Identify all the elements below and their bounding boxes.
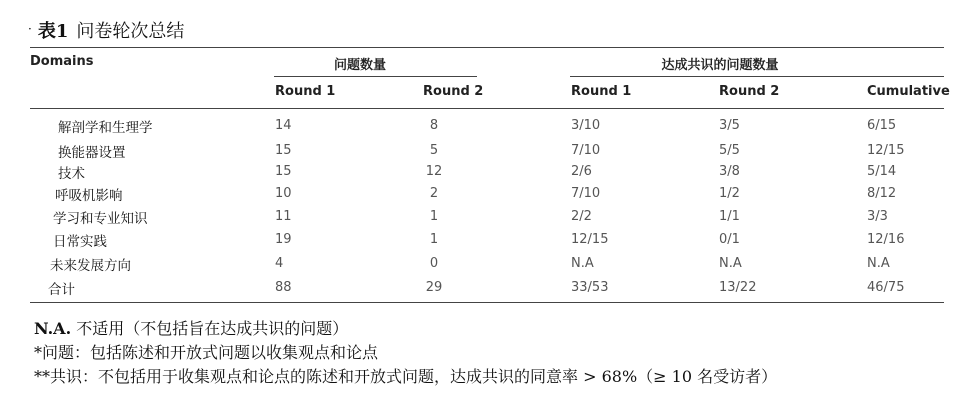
table-cell: N.A (867, 256, 890, 271)
table-cell: 1 (429, 232, 439, 247)
footnote-na-abbr: N.A. (34, 319, 72, 338)
row-label: 日常实践 (53, 234, 107, 250)
header-rule (30, 108, 944, 109)
footnote-question: *问题：包括陈述和开放式问题以收集观点和论点 (34, 343, 379, 362)
table-caption (28, 17, 184, 43)
table-cell: 46/75 (867, 280, 905, 295)
table-cell: 19 (275, 232, 292, 247)
table-cell: 11 (275, 209, 292, 224)
table-cell: 8 (429, 118, 439, 133)
consensus-count-header: 达成共识的问题数量 (661, 58, 779, 73)
table-cell: 10 (275, 186, 292, 201)
table-cell: 33/53 (571, 280, 609, 295)
table-cell: N.A (571, 256, 594, 271)
col-header: Round 2 (423, 84, 484, 99)
table-title: 问卷轮次总结 (76, 21, 185, 42)
table-cell: 7/10 (571, 143, 601, 158)
col-header: Round 2 (719, 84, 780, 99)
table-cell: 6/15 (867, 118, 897, 133)
table-cell: 5/14 (867, 164, 897, 179)
row-label: 换能器设置 (58, 145, 126, 161)
table-cell: 15 (275, 164, 292, 179)
table-cell: 14 (275, 118, 292, 133)
table-cell: 1/2 (719, 186, 740, 201)
footnote-consensus: **共识：不包括用于收集观点和论点的陈述和开放式问题，达成共识的同意率 > 68%（≥ 10 名受访者） (34, 367, 778, 386)
table-cell: 0/1 (719, 232, 740, 247)
table-cell: 2/6 (571, 164, 592, 179)
table-cell: 12 (425, 164, 443, 179)
row-label: 合计 (48, 282, 75, 298)
table-cell: 4 (275, 256, 284, 271)
col-header: Round 1 (571, 84, 632, 99)
table-cell: 2 (429, 186, 439, 201)
row-label: 呼吸机影响 (55, 188, 123, 204)
row-label: 学习和专业知识 (53, 211, 148, 227)
table-cell: 3/5 (719, 118, 740, 133)
table-cell: 1/1 (719, 209, 740, 224)
table-cell: 13/22 (719, 280, 757, 295)
table-cell: 3/8 (719, 164, 740, 179)
row-label: 技术 (58, 166, 85, 182)
footnote-na-text: 不适用（不包括旨在达成共识的问题） (71, 319, 349, 338)
group2-rule (570, 76, 944, 77)
table-cell: 5/5 (719, 143, 740, 158)
question-count-header: 问题数量 (333, 58, 387, 73)
top-rule (30, 47, 944, 48)
table-cell: 2/2 (571, 209, 592, 224)
row-label: 解剖学和生理学 (58, 120, 153, 136)
group1-rule (274, 76, 477, 77)
table-cell: 29 (425, 280, 443, 295)
table-cell: N.A (719, 256, 742, 271)
table-cell: 12/15 (867, 143, 905, 158)
bottom-rule (30, 302, 944, 303)
table-cell: 3/10 (571, 118, 601, 133)
table-cell: 3/3 (867, 209, 888, 224)
col-header: Round 1 (275, 84, 336, 99)
table-cell: 0 (429, 256, 439, 271)
table-cell: 5 (429, 143, 439, 158)
table-cell: 12/15 (571, 232, 609, 247)
table-cell: 12/16 (867, 232, 905, 247)
col-header: Cumulative (867, 84, 950, 99)
row-label: 未来发展方向 (50, 258, 131, 274)
table-cell: 15 (275, 143, 292, 158)
table-number: 表1 (37, 21, 69, 42)
footnote-na (34, 316, 348, 339)
table-cell: 7/10 (571, 186, 601, 201)
table-cell: 8/12 (867, 186, 897, 201)
caption-bullet: · (28, 22, 32, 36)
table-cell: 88 (275, 280, 292, 295)
domains-header: Domains (30, 54, 94, 69)
table-cell: 1 (429, 209, 439, 224)
